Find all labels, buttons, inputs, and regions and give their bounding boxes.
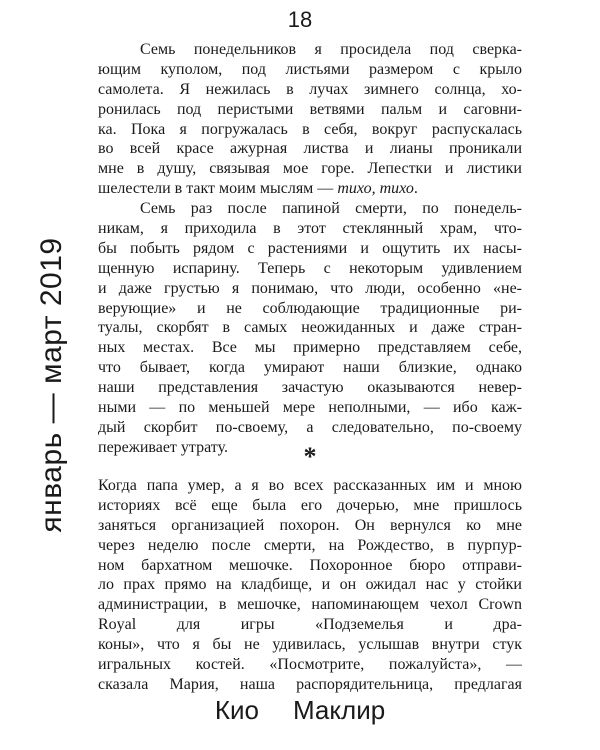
italic-emphasis: тихо, тихо: [337, 180, 414, 198]
text-line: щенную испарину. Теперь с некоторым удивлением: [98, 259, 522, 277]
text-line: [98, 179, 522, 199]
text-line: мне в душу, связывая мое горе. Лепестки и листики: [98, 160, 522, 178]
text-line: ло прах прямо на кладбище, и он ожидал нас у стойки: [98, 576, 522, 594]
text-line: Когда папа умер, а я во всех рассказанных им и мною: [98, 477, 522, 494]
text-line: Семь понедельников я просидела под сверка-: [140, 41, 522, 58]
text-line: историях всё еще была его дочерью, мне пришлось: [98, 496, 522, 514]
text-span: шелестели в такт моим мыслям —: [98, 180, 338, 198]
text-line: сказала Мария, наша распорядительница, предлагая: [98, 675, 522, 693]
text-line: переживает утрату.: [98, 438, 228, 456]
text-line: никам, я приходила в этот стеклянный храм, что-: [98, 220, 522, 238]
text-span: .: [413, 180, 418, 198]
body-text-top: [98, 40, 522, 458]
text-line: через неделю после смерти, на Рождество, в пурпур-: [98, 536, 522, 554]
text-line-wrapped: администрации, в мешочке, напоминающем чехол Crown Royal для игры «Подземелья и дра-: [98, 596, 522, 634]
text-line: ными — по меньшей мере неполными, — ибо каж-: [98, 399, 522, 417]
page-number: 18: [287, 7, 313, 32]
footer-author: [0, 694, 600, 726]
text-line: ронилась под перистыми ветвями пальм и саговни-: [98, 100, 522, 118]
author-last-name: Маклир: [292, 695, 386, 725]
section-separator: *: [303, 442, 317, 471]
text-line: дый скорбит по-своему, а следовательно, по-своему: [98, 418, 522, 436]
text-line: Семь раз после папиной смерти, по понедель-: [140, 200, 522, 218]
text-line: ных местах. Все мы примерно представляем себе,: [98, 339, 522, 357]
text-line: заняться организацией похорон. Он вернулся ко мне: [98, 516, 522, 534]
text-line: ющим куполом, под листьями размером с крыло: [98, 60, 522, 78]
text-line: бы побыть рядом с растениями и ощутить их насы-: [98, 239, 522, 257]
text-line: во всей красе ажурная листва и лианы проникали: [98, 140, 522, 158]
text-line: коны», что я бы не удивилась, услышав внутри стук: [98, 636, 522, 654]
text-line: ном бархатном мешочке. Похоронное бюро отправи-: [98, 556, 522, 574]
running-header-date: январь — март 2019: [35, 237, 68, 533]
text-line: туалы, скорбят в самых неожиданных и даже стран-: [98, 319, 522, 337]
text-line: наши представления зачастую оказываются невер-: [98, 379, 522, 397]
text-line: игральных костей. «Посмотрите, пожалуйста», —: [98, 656, 522, 674]
text-line: что бывает, когда умирают наши близкие, однако: [98, 359, 522, 377]
text-line: и даже грустью я понимаю, что люди, особенно «не-: [98, 279, 522, 297]
text-line: верующие» и не соблюдающие традиционные ри-: [98, 299, 522, 317]
author-first-name: Кио: [214, 695, 259, 725]
body-text-bottom: [98, 476, 522, 695]
text-line: ка. Пока я погружалась в себя, вокруг распускалась: [98, 120, 522, 138]
text-line: самолета. Я нежилась в лучах зимнего солнца, хо-: [98, 80, 522, 98]
